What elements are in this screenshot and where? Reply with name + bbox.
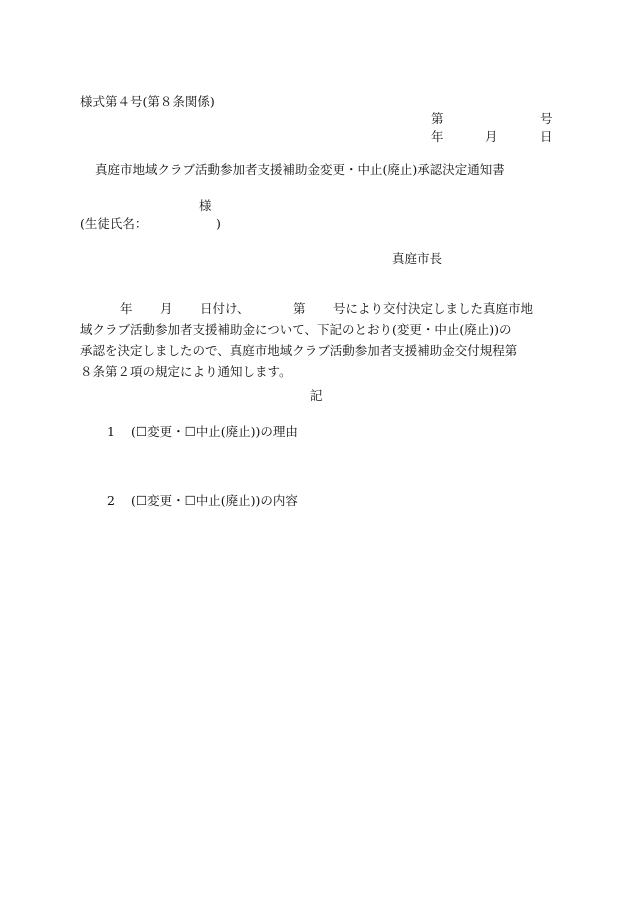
body-no: 第 [293,301,306,316]
body-line4: ８条第２項の規定により通知します。 [80,364,292,379]
form-label: 様式第４号(第８条関係) [80,94,215,109]
ref-no-suffix: 号 [540,111,553,126]
item-1-number: 1 [107,424,115,439]
date-month: 月 [485,129,498,144]
document-title: 真庭市地域クラブ活動参加者支援補助金変更・中止(廃止)承認決定通知書 [95,162,505,177]
item-1-text: (☐変更・☐中止(廃止))の理由 [131,424,298,439]
body-month: 月 [160,301,173,316]
student-name-open: (生徒氏名： [80,216,148,231]
date-day: 日 [540,129,553,144]
ref-no-prefix: 第 [431,111,444,126]
body-line3: 承認を決定しましたので、真庭市地域クラブ活動参加者支援補助金交付規程第 [80,343,518,358]
body-dated: 日付け、 [200,301,250,316]
date-year: 年 [431,129,444,144]
item-2-text: (☐変更・☐中止(廃止))の内容 [131,493,298,508]
ki-heading: 記 [310,388,323,403]
body-line1-rest: 号により交付決定しました真庭市地 [333,301,534,316]
body-line2: 域クラブ活動参加者支援補助金について、下記のとおり(変更・中止(廃止))の [80,322,512,337]
student-name-close: ) [216,216,221,231]
addressee-honorific: 様 [199,198,212,213]
body-year: 年 [120,301,133,316]
item-2-number: 2 [107,493,115,508]
issuer: 真庭市長 [392,251,443,266]
